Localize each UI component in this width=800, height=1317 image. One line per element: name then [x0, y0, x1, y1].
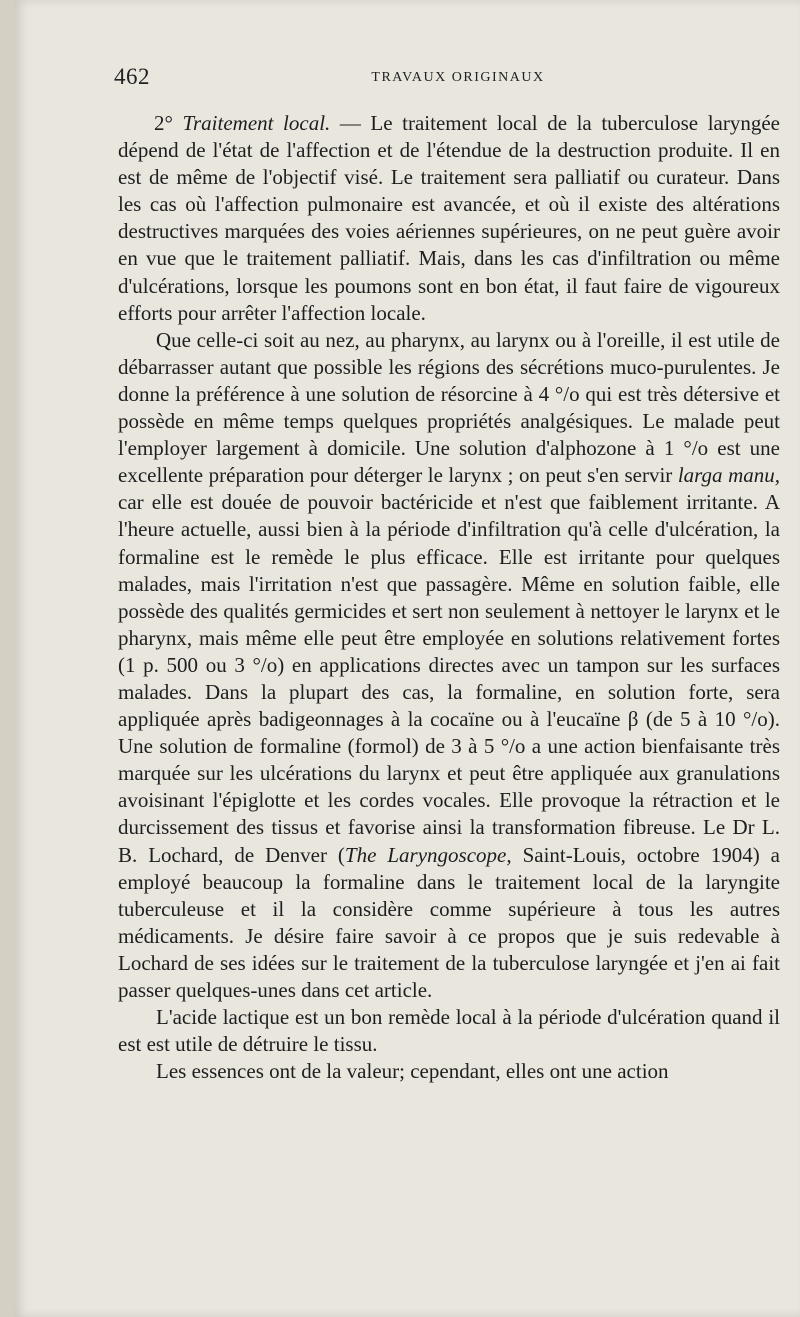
paragraph-text: — Le traitement local de la tuberculose laryngée dépend de l'état de l'affection et de l'étendue de la destruction produite. Il en est de même de l'objectif visé. Le traitement sera palliatif ou curateur. Dans les cas où l'affection pulmonaire est avancée, et où il existe des altérations destructives marquées des voies aériennes supérieures, on ne peut guère avoir en vue que le traitement palliatif. Mais, dans les cas d'infiltration ou même d'ulcérations, lorsque les poumons sont en bon état, il faut faire de vigoureux efforts pour arrêter l'affection locale. [118, 111, 780, 325]
page-header [114, 64, 782, 94]
paragraph-text: Les essences ont de la valeur; cependant, elles ont une action [156, 1059, 669, 1084]
paragraph-traitement-local [118, 110, 780, 327]
paragraph-text: L'acide lactique est un bon remède local à la période d'ulcération quand il est est utile de détruire le tissu. [118, 1005, 780, 1057]
paragraph-essences [118, 1058, 780, 1085]
book-page [14, 0, 800, 1317]
running-head: TRAVAUX ORIGINAUX [371, 70, 545, 85]
section-number: 2° [154, 111, 183, 135]
page-number: 462 [114, 64, 150, 89]
section-title: Traitement local. [182, 111, 331, 135]
paragraph-acide-lactique [118, 1004, 780, 1058]
paragraph-solutions [118, 327, 780, 1004]
paragraph-text: Saint-Louis, octobre 1904) a employé beaucoup la formaline dans le traitement local de la laryngite tuberculeuse et il la considère comme supérieure à tous les autres médicaments. Je désire faire savoir à ce propos que je suis redevable à Lochard de ses idées sur le traitement de la tuberculose laryngée et j'en ai fait passer quelques-unes dans cet article. [118, 842, 780, 1002]
italic-phrase: larga manu, [677, 463, 780, 488]
paragraph-text: car elle est douée de pouvoir bactéricide et n'est que faiblement irritante. A l'heure actuelle, aussi bien à la période d'infiltration qu'à celle d'ulcération, la formaline est le remède le plus efficace. Elle est irritante pour quelques malades, mais l'irritation n'est que passagère. Même en solution faible, elle possède des qualités germicides et sert non seulement à nettoyer le larynx et le pharynx, mais même elle peut être employée en solutions relativement fortes (1 p. 500 ou 3 °/o) en applications directes avec un tampon sur les surfaces malades. Dans la plupart des cas, la formaline, en solution forte, sera appliquée après badigeonnages à la cocaïne ou à l'eucaïne β (de 5 à 10 °/o). Une solution de formaline (formol) de 3 à 5 °/o a une action bienfaisante très marquée sur les ulcérations du larynx et peut être appliquée aux granulations avoisinant l'épiglotte et les cordes vocales. Elle provoque la rétraction et le durcissement des tissus et favorise ainsi la transformation fibreuse. Le Dr L. B. Lochard, de Denver ( [118, 490, 780, 867]
body-text [118, 110, 780, 1085]
journal-title: The Laryngoscope, [344, 842, 512, 867]
paragraph-text: Que celle-ci soit au nez, au pharynx, au larynx ou à l'oreille, il est utile de débarrasser autant que possible les régions des sécrétions muco-purulentes. Je donne la préférence à une solution de résorcine à 4 °/o qui est très détersive et possède en même temps quelques propriétés analgésiques. Le malade peut l'employer largement à domicile. Une solution d'alphozone à 1 °/o est une excellente préparation pour déterger le larynx ; on peut s'en servir [118, 327, 780, 488]
